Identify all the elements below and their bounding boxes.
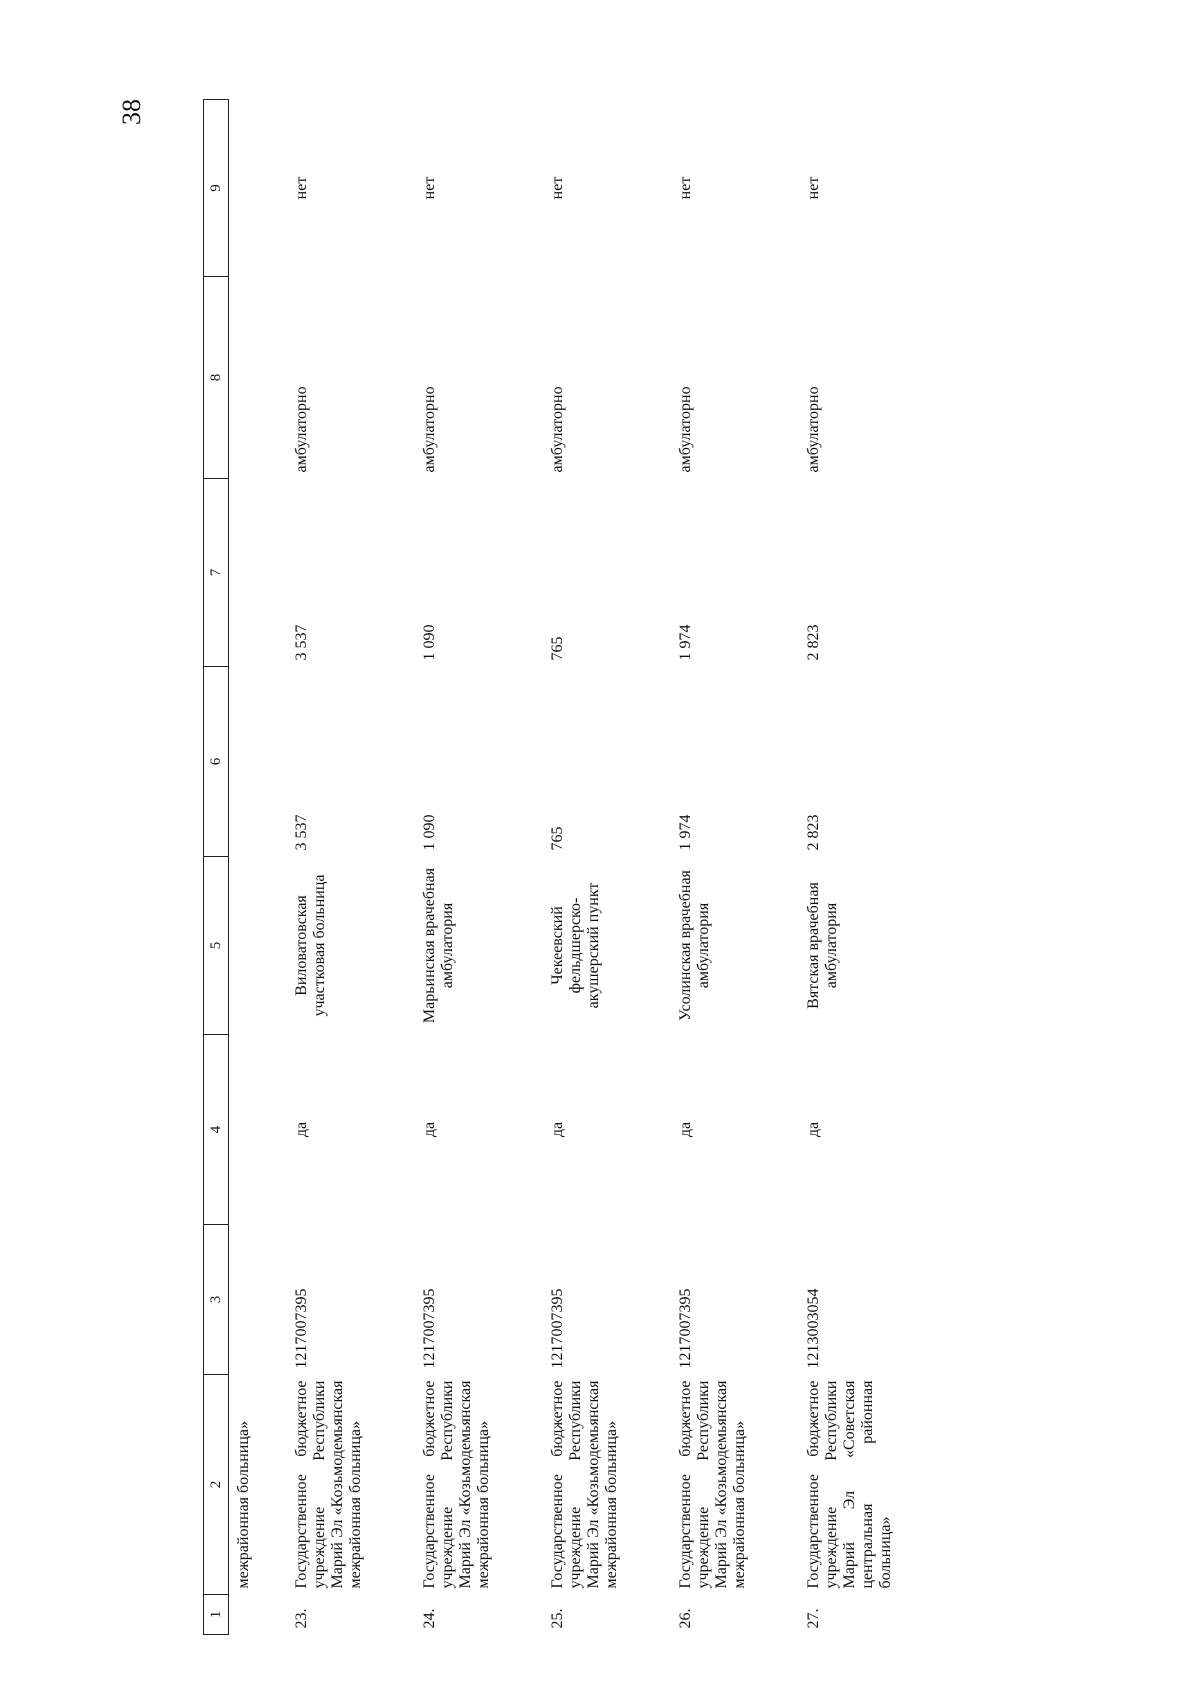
value-col-7: 2 823 [805,624,822,661]
inn-code: 1217007395 [549,1288,566,1369]
inn-code: 1213003054 [805,1288,822,1369]
unit-name: Чекеевский фельдшерско-акушерский пункт [549,882,602,1009]
organization-name: Государственное бюджетное учреждение Республики Марий Эл «Советская центральная районная больница» [805,1380,894,1589]
row-number: 27. [805,1608,822,1629]
row-number: 23. [293,1608,310,1629]
table-row [663,100,791,1635]
inn-code: 1217007395 [677,1288,694,1369]
continuation-row [229,100,280,1635]
flag-value: да [293,1121,310,1138]
column-number-6: 6 [204,667,229,857]
flag-value: да [549,1121,566,1138]
organization-name: Государственное бюджетное учреждение Республики Марий Эл «Козьмодемьянская межрайонная больница» [421,1380,492,1589]
table-row [791,100,919,1635]
unit-name: Марьинская врачебная амбулатория [421,867,456,1024]
column-number-3: 3 [204,1225,229,1375]
value-col-9: нет [293,176,310,200]
value-col-6: 1 974 [677,814,694,851]
care-mode: амбулаторно [805,386,822,473]
column-number-7: 7 [204,479,229,667]
table-row [535,100,663,1635]
value-col-9: нет [677,176,694,200]
row-number: 25. [549,1608,566,1629]
inn-code: 1217007395 [293,1288,310,1369]
table-row [407,100,535,1635]
value-col-7: 1 974 [677,624,694,661]
column-number-row [204,100,229,1635]
value-col-9: нет [421,176,438,200]
column-number-5: 5 [204,857,229,1035]
unit-name: Виловатовская участковая больница [293,874,328,1017]
care-mode: амбулаторно [293,386,310,473]
flag-value: да [677,1121,694,1138]
rotated-page-content [203,100,1200,1635]
unit-name: Вятская врачебная амбулатория [805,882,840,1009]
column-number-1: 1 [204,1595,229,1635]
value-col-7: 765 [549,636,566,661]
continuation-text: межрайонная больница» [235,1420,252,1589]
value-col-9: нет [805,176,822,200]
value-col-7: 3 537 [293,624,310,661]
column-number-4: 4 [204,1035,229,1225]
unit-name: Усолинская врачебная амбулатория [677,870,712,1021]
care-mode: амбулаторно [677,386,694,473]
care-mode: амбулаторно [549,386,566,473]
value-col-6: 765 [549,826,566,851]
care-mode: амбулаторно [421,386,438,473]
value-col-9: нет [549,176,566,200]
flag-value: да [805,1121,822,1138]
inn-code: 1217007395 [421,1288,438,1369]
organization-name: Государственное бюджетное учреждение Республики Марий Эл «Козьмодемьянская межрайонная больница» [677,1380,748,1589]
row-number: 26. [677,1608,694,1629]
page-number: 38 [117,99,146,125]
data-table [203,99,919,1635]
value-col-6: 2 823 [805,814,822,851]
column-number-2: 2 [204,1375,229,1595]
table-row [279,100,407,1635]
column-number-9: 9 [204,100,229,277]
value-col-7: 1 090 [421,624,438,661]
column-number-8: 8 [204,277,229,479]
organization-name: Государственное бюджетное учреждение Республики Марий Эл «Козьмодемьянская межрайонная больница» [549,1380,620,1589]
row-number: 24. [421,1608,438,1629]
value-col-6: 3 537 [293,814,310,851]
flag-value: да [421,1121,438,1138]
value-col-6: 1 090 [421,814,438,851]
organization-name: Государственное бюджетное учреждение Республики Марий Эл «Козьмодемьянская межрайонная больница» [293,1380,364,1589]
